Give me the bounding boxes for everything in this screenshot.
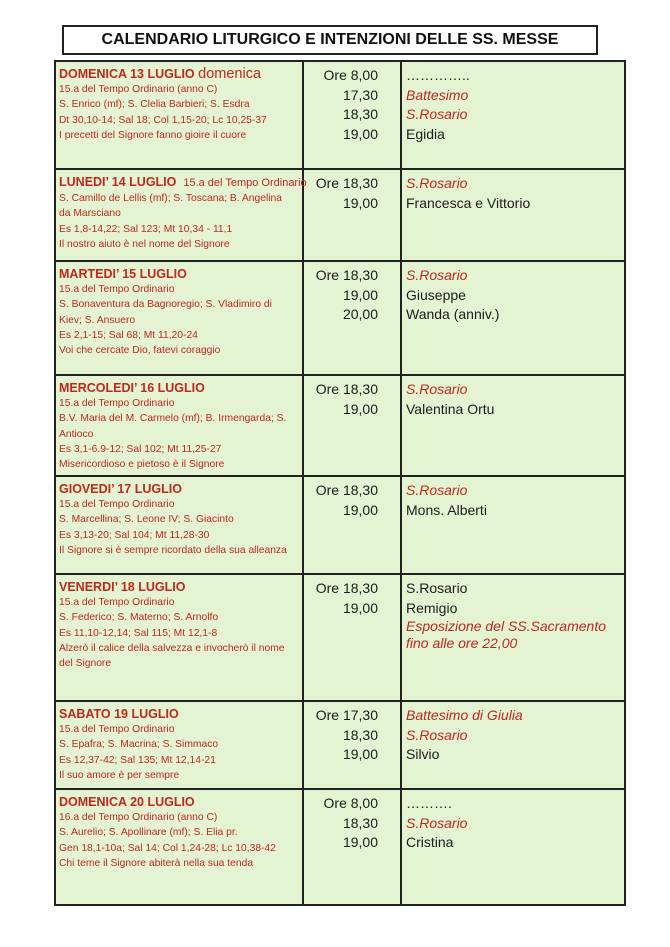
mass-times-cell	[304, 170, 402, 260]
intention: fino alle ore 22,00	[406, 635, 518, 651]
intention: S.Rosario	[406, 175, 468, 191]
liturgy-cell	[56, 170, 307, 260]
liturgy-cell	[56, 702, 304, 788]
liturgy-line: Kiev; S. Ansuero	[59, 314, 136, 326]
liturgy-line: 15.a del Tempo Ordinario	[59, 284, 175, 295]
mass-time: Ore 18,30	[315, 482, 378, 498]
intention: S.Rosario	[406, 106, 468, 122]
liturgy-line: Es 2,1-15; Sal 68; Mt 11,20-24	[59, 329, 198, 341]
mass-times-cell	[304, 376, 402, 475]
mass-time: Ore 17,30	[315, 707, 378, 723]
day-heading: VENERDI’ 18 LUGLIO	[59, 580, 186, 594]
day-row	[56, 170, 624, 262]
intention: …………..	[406, 67, 470, 83]
intention: S.Rosario	[406, 381, 468, 397]
intention: Mons. Alberti	[406, 501, 487, 518]
intention: S.Rosario	[406, 726, 468, 743]
day-heading: MERCOLEDI’ 16 LUGLIO	[59, 381, 205, 395]
mass-time: 18,30	[342, 726, 378, 743]
day-note: domenica	[198, 66, 262, 82]
day-heading: SABATO 19 LUGLIO	[59, 707, 179, 721]
mass-time: Ore 8,00	[323, 795, 378, 811]
liturgy-line: S. Epafra; S. Macrina; S. Simmaco	[59, 739, 219, 751]
day-row	[56, 62, 624, 170]
mass-time: 19,00	[342, 501, 378, 518]
mass-time: 18,30	[342, 106, 378, 122]
intentions-cell	[402, 262, 624, 374]
day-row	[56, 376, 624, 477]
liturgy-line: Il Signore si è sempre ricordato della sua alleanza	[59, 544, 287, 556]
liturgy-line: S. Federico; S. Materno; S. Arnolfo	[59, 612, 219, 624]
day-heading: LUNEDI’ 14 LUGLIO 15.a del Tempo Ordinario	[59, 175, 307, 189]
mass-times-cell	[304, 702, 402, 788]
liturgy-line: B.V. Maria del M. Carmelo (mf); B. Irmengarda; S.	[59, 413, 287, 425]
liturgy-line: 16.a del Tempo Ordinario (anno C)	[59, 812, 218, 823]
liturgy-line: Es 1,8-14,22; Sal 123; Mt 10,34 - 11,1	[59, 223, 233, 235]
intentions-cell	[402, 702, 624, 788]
mass-times-cell	[304, 477, 402, 573]
day-row	[56, 790, 624, 906]
liturgy-line: 15.a del Tempo Ordinario	[59, 597, 175, 608]
day-row	[56, 702, 624, 790]
intention: Esposizione del SS.Sacramento	[406, 618, 606, 634]
liturgy-line: da Marsciano	[59, 208, 121, 220]
intention: Remigio	[406, 599, 458, 616]
mass-time: Ore 18,30	[315, 381, 378, 397]
mass-time: 19,00	[342, 746, 378, 762]
liturgy-line: S. Enrico (mf); S. Clelia Barbieri; S. Esdra	[59, 99, 250, 111]
liturgy-line: Il nostro aiuto è nel nome del Signore	[59, 238, 230, 250]
intentions-cell	[402, 790, 624, 906]
intention: Battesimo	[406, 86, 469, 103]
liturgy-line: Es 12,37-42; Sal 135; Mt 12,14-21	[59, 754, 216, 766]
day-heading: DOMENICA 13 LUGLIO domenica	[59, 66, 262, 82]
intentions-cell	[402, 477, 624, 573]
liturgy-line: Gen 18,1-10a; Sal 14; Col 1,24-28; Lc 10,38-42	[59, 842, 276, 854]
intention: S.Rosario	[406, 267, 468, 283]
day-heading: GIOVEDI’ 17 LUGLIO	[59, 482, 182, 496]
intention: Valentina Ortu	[406, 400, 495, 417]
intention: S.Rosario	[406, 580, 468, 596]
mass-time: 20,00	[342, 306, 378, 322]
liturgy-line: del Signore	[59, 658, 112, 670]
liturgy-line: S. Bonaventura da Bagnoregio; S. Vladimiro di	[59, 299, 272, 311]
liturgy-line: S. Marcellina; S. Leone IV; S. Giacinto	[59, 514, 234, 526]
intention: Wanda (anniv.)	[406, 306, 500, 322]
intention: Egidia	[406, 125, 445, 142]
mass-times-cell	[304, 790, 402, 906]
liturgy-line: I precetti del Signore fanno gioire il cuore	[59, 129, 247, 141]
liturgy-line: Dt 30,10-14; Sal 18; Col 1,15-20; Lc 10,25-37	[59, 114, 267, 126]
day-row	[56, 575, 624, 702]
liturgy-cell	[56, 790, 304, 906]
mass-time: 19,00	[342, 599, 378, 616]
liturgy-line: Alzerò il calice della salvezza e invocherò il nome	[59, 642, 285, 654]
mass-times-cell	[304, 62, 402, 168]
liturgy-cell	[56, 62, 304, 168]
intentions-cell	[402, 575, 624, 700]
mass-time: 19,00	[342, 194, 378, 211]
mass-time: 19,00	[342, 400, 378, 417]
mass-time: 19,00	[342, 125, 378, 142]
calendar-table	[54, 60, 626, 906]
mass-time: Ore 18,30	[315, 580, 378, 596]
intention: Cristina	[406, 834, 454, 850]
intention: S.Rosario	[406, 482, 468, 498]
day-note: 15.a del Tempo Ordinario	[183, 177, 307, 189]
liturgy-line: Voi che cercate Dio, fatevi coraggio	[59, 345, 221, 357]
intentions-cell	[402, 376, 624, 475]
liturgy-line: 15.a del Tempo Ordinario (anno C)	[59, 84, 218, 95]
mass-times-cell	[304, 575, 402, 700]
liturgy-line: Es 3,1-6.9-12; Sal 102; Mt 11,25-27	[59, 443, 222, 455]
liturgy-cell	[56, 376, 304, 475]
intention: Silvio	[406, 746, 440, 762]
mass-time: 19,00	[342, 834, 378, 850]
mass-time: 19,00	[342, 286, 378, 303]
liturgy-line: Antioco	[59, 428, 94, 440]
liturgy-line: 15.a del Tempo Ordinario	[59, 499, 175, 510]
intention: Battesimo di Giulia	[406, 707, 523, 723]
liturgy-cell	[56, 575, 304, 700]
liturgy-cell	[56, 477, 304, 573]
day-heading: MARTEDI’ 15 LUGLIO	[59, 267, 187, 281]
liturgy-line: Es 3,13-20; Sal 104; Mt 11,28-30	[59, 529, 210, 541]
mass-time: Ore 18,30	[315, 175, 378, 191]
liturgy-line: S. Aurelio; S. Apollinare (mf); S. Elia pr.	[59, 827, 238, 839]
day-heading: DOMENICA 20 LUGLIO	[59, 795, 195, 809]
intention: ……….	[406, 795, 452, 811]
mass-time: Ore 8,00	[323, 67, 378, 83]
liturgy-line: Chi teme il Signore abiterà nella sua tenda	[59, 857, 254, 869]
liturgy-line: S. Camillo de Lellis (mf); S. Toscana; B. Angelina	[59, 193, 283, 204]
liturgy-line: 15.a del Tempo Ordinario	[59, 398, 175, 409]
liturgy-line: Es 11,10-12,14; Sal 115; Mt 12,1-8	[59, 627, 218, 639]
liturgy-line: Il suo amore è per sempre	[59, 769, 180, 781]
day-row	[56, 477, 624, 575]
liturgy-cell	[56, 262, 304, 374]
day-row	[56, 262, 624, 376]
mass-time: Ore 18,30	[315, 267, 378, 283]
liturgy-line: 15.a del Tempo Ordinario	[59, 724, 175, 735]
intention: Giuseppe	[406, 286, 466, 303]
calendar-title: CALENDARIO LITURGICO E INTENZIONI DELLE SS. MESSE	[62, 25, 598, 55]
intentions-cell	[402, 62, 624, 168]
intention: S.Rosario	[406, 814, 468, 831]
intention: Francesca e Vittorio	[406, 194, 531, 211]
mass-time: 18,30	[342, 814, 378, 831]
mass-time: 17,30	[342, 86, 378, 103]
liturgy-line: Misericordioso e pietoso è il Signore	[59, 459, 225, 471]
mass-times-cell	[304, 262, 402, 374]
intentions-cell	[402, 170, 624, 260]
